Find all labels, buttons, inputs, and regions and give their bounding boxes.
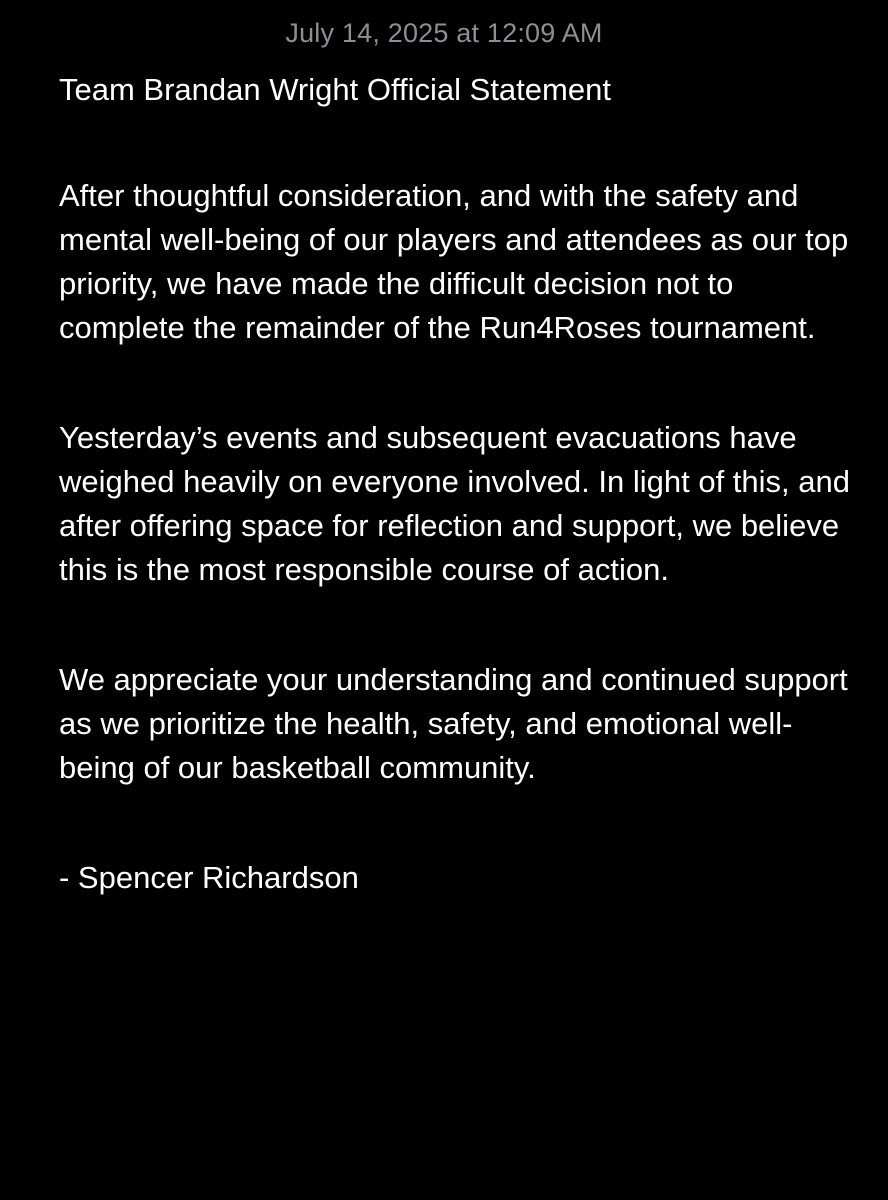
note-signature: - Spencer Richardson [59,860,359,895]
note-body[interactable] [59,68,859,900]
note-title: Team Brandan Wright Official Statement [59,72,611,107]
note-paragraph-3: We appreciate your understanding and continued support as we prioritize the health, safety, and emotional well-being of our basketball community. [59,662,848,785]
note-paragraph-2: Yesterday’s events and subsequent evacuations have weighed heavily on everyone involved. In light of this, and after offering space for reflection and support, we believe this is the most responsible course of action. [59,420,850,587]
note-paragraph-1: After thoughtful consideration, and with the safety and mental well-being of our players and attendees as our top priority, we have made the difficult decision not to complete the remainder of the Run4Roses tournament. [59,178,849,345]
note-timestamp: July 14, 2025 at 12:09 AM [285,18,603,48]
